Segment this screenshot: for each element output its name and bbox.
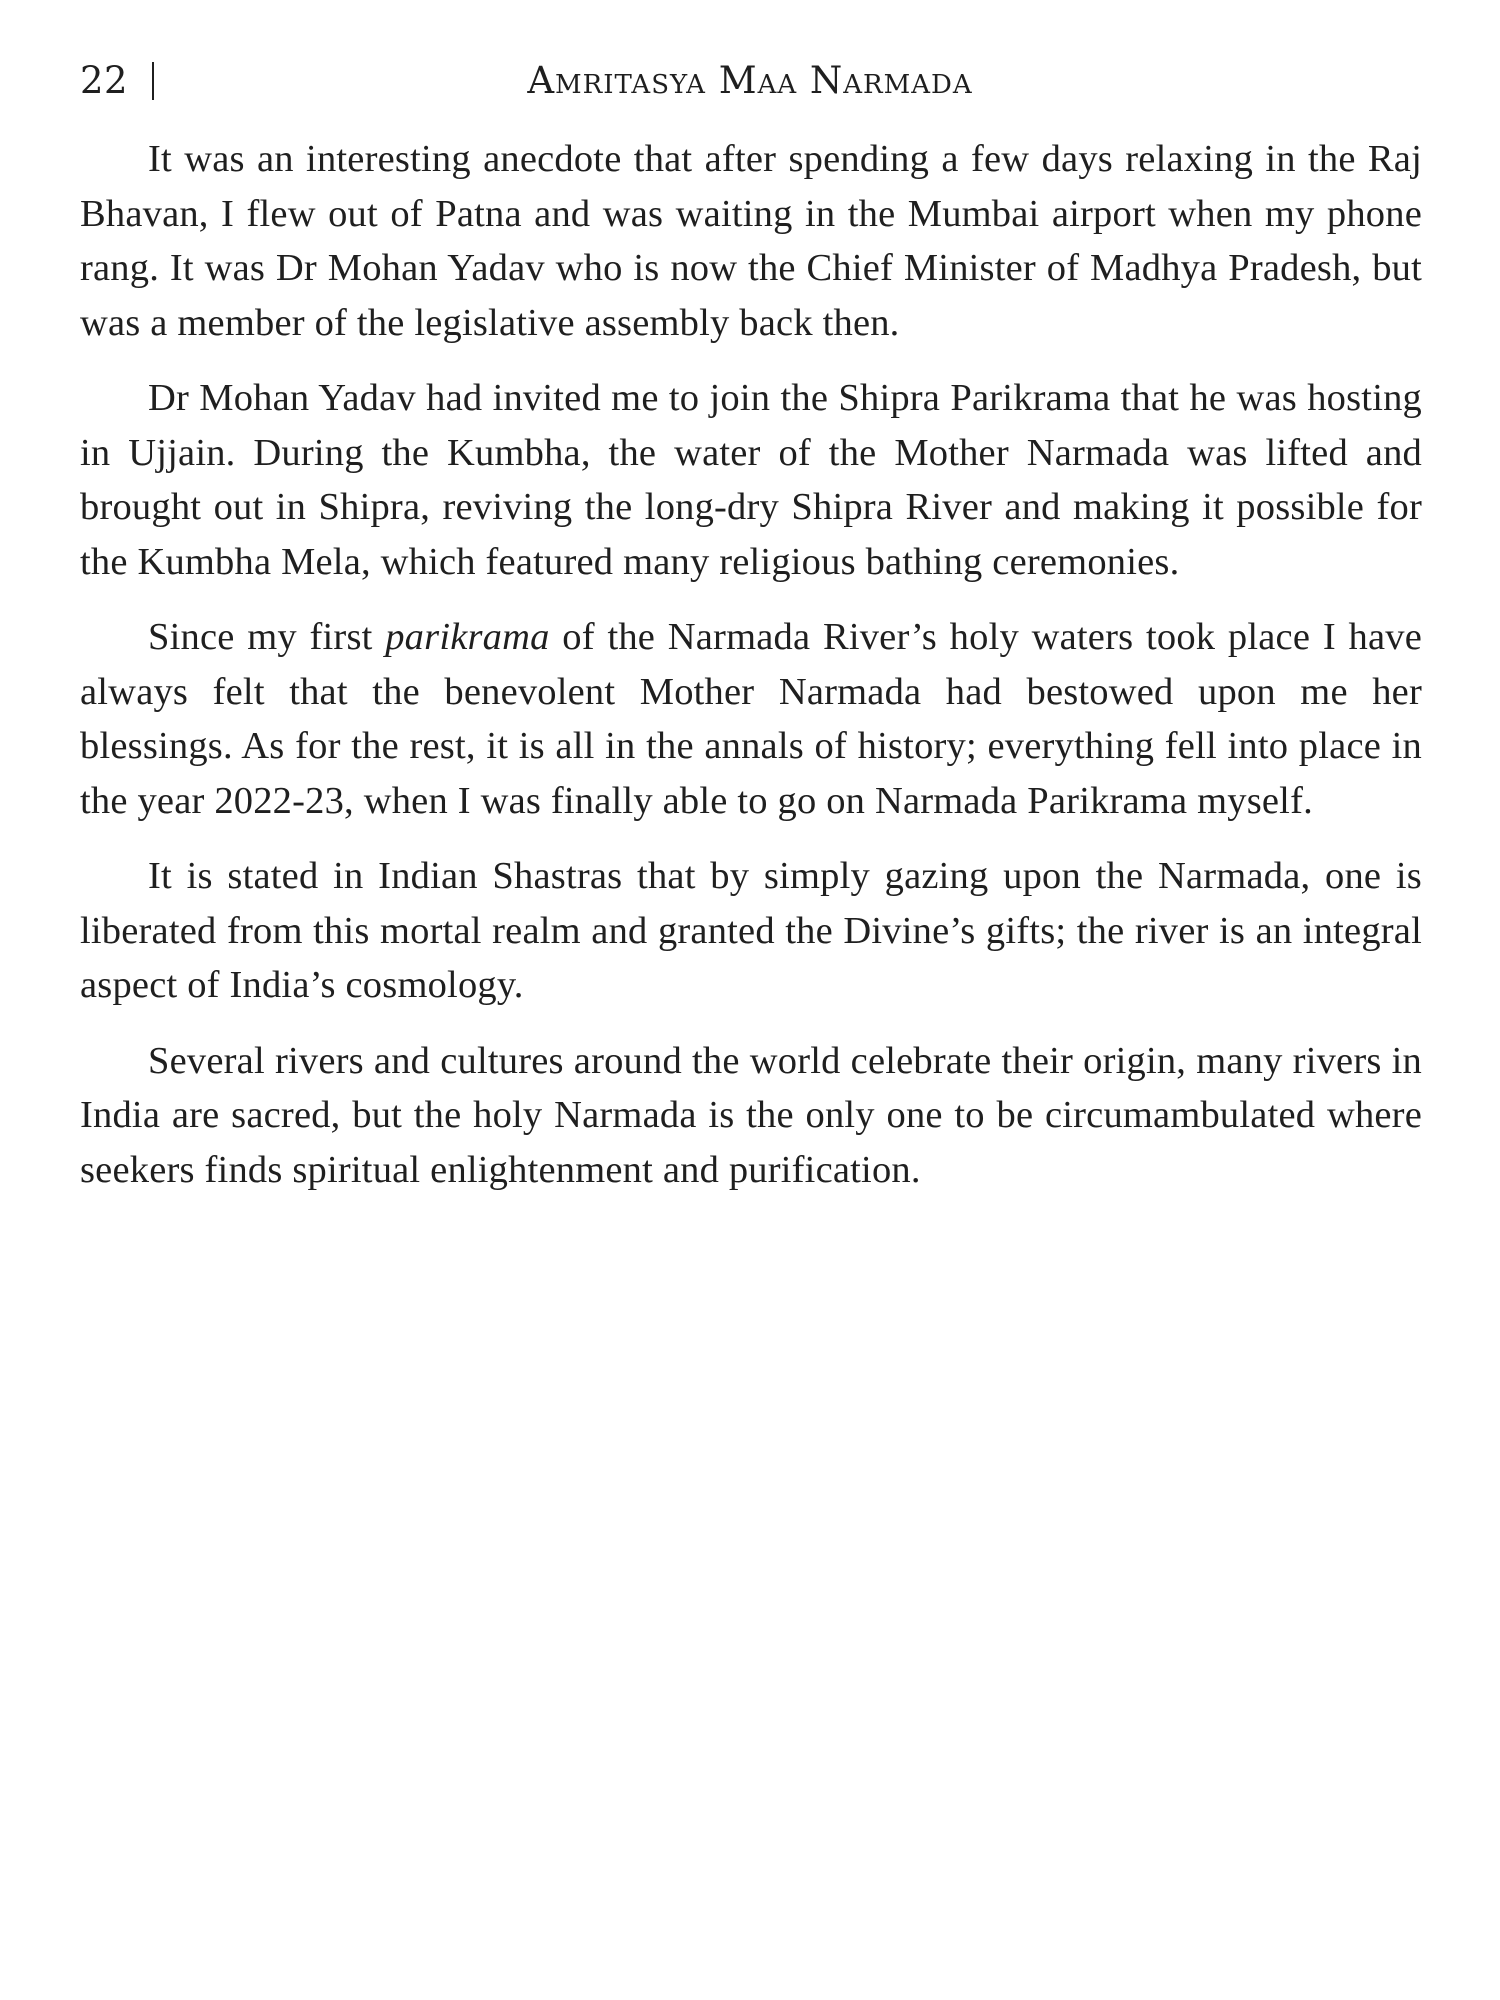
paragraph: Dr Mohan Yadav had invited me to join the Shipra Parikrama that he was hosting in Ujjain. During the Kumbha, the water of the Mother Narmada was lifted and brought out in Shipra, reviving the long-dry Shipra River and making it possible for the Kumbha Mela, which featured many religious bathing ceremonies.	[80, 377, 1422, 583]
paragraph-text: Since my first	[148, 616, 386, 658]
page-number: 22	[80, 59, 129, 102]
paragraph: It was an interesting anecdote that after spending a few days relaxing in the Raj Bhavan, I flew out of Patna and was waiting in the Mumbai airport when my phone rang. It was Dr Mohan Yadav who is now the Chief Minister of Madhya Pradesh, but was a member of the legislative assembly back then.	[80, 138, 1422, 344]
italic-term: parikrama	[385, 616, 550, 658]
paragraph-text: of the Narmada River’s holy waters took place I have always felt that the benevolent Mother Narmada had bestowed upon me her blessings. As for the rest, it is all in the annals of history; everything fell into place in the year 2022-23, when I was finally able to go on Narmada Parikrama myself.	[80, 616, 1423, 822]
paragraph	[80, 610, 1422, 828]
paragraph: It is stated in Indian Shastras that by simply gazing upon the Narmada, one is liberated from this mortal realm and granted the Divine’s gifts; the river is an integral aspect of India’s cosmology.	[80, 855, 1422, 1006]
body-text	[80, 132, 1422, 1218]
page-header	[80, 56, 1420, 106]
paragraph: Several rivers and cultures around the world celebrate their origin, many rivers in India are sacred, but the holy Narmada is the only one to be circumambulated where seekers finds spiritual enlightenment and purification.	[80, 1039, 1422, 1191]
running-title: Amritasya Maa Narmada	[527, 59, 973, 102]
